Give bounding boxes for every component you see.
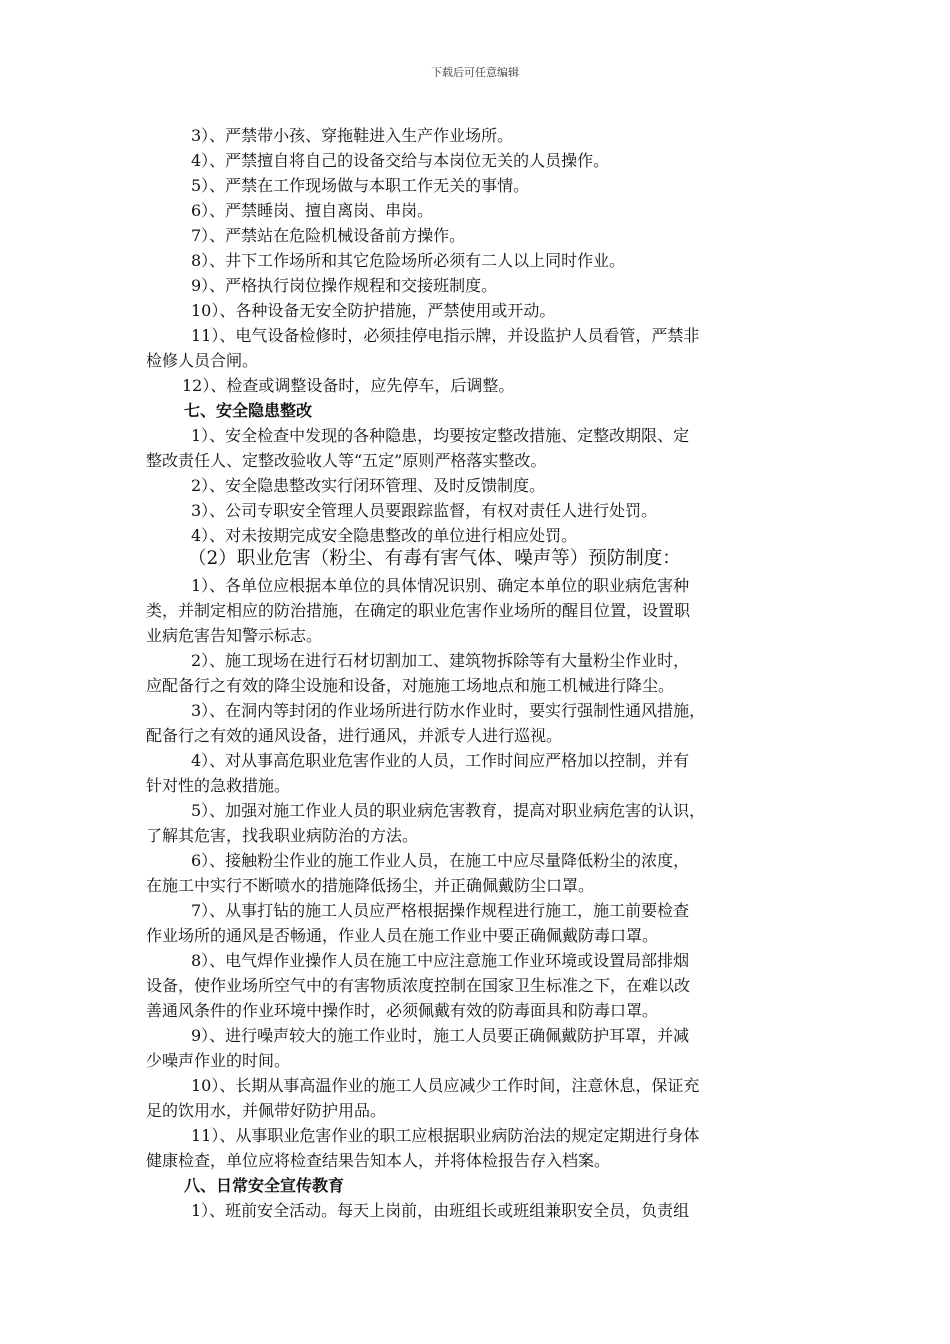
text-line: 作业场所的通风是否畅通，作业人员在施工作业中要正确佩戴防毒口罩。 <box>146 926 659 945</box>
text-line: 针对性的急救措施。 <box>146 776 291 795</box>
text-line: 设备，使作业场所空气中的有害物质浓度控制在国家卫生标准之下，在难以改 <box>146 976 691 995</box>
text-line: 5）、严禁在工作现场做与本职工作无关的事情。 <box>191 176 530 195</box>
text-line: 了解其危害，找我职业病防治的方法。 <box>146 826 419 845</box>
text-line: 善通风条件的作业环境中操作时，必须佩戴有效的防毒面具和防毒口罩。 <box>146 1001 659 1020</box>
text-line: 4）、对从事高危职业危害作业的人员，工作时间应严格加以控制，并有 <box>191 751 690 770</box>
text-line: 11）、电气设备检修时，必须挂停电指示牌，并设监护人员看管，严禁非 <box>191 326 700 345</box>
text-line: 配备行之有效的通风设备，进行通风，并派专人进行巡视。 <box>146 726 563 745</box>
text-line: 检修人员合闸。 <box>146 351 259 370</box>
text-line: 足的饮用水，并佩带好防护用品。 <box>146 1101 387 1120</box>
section-heading: 七、安全隐患整改 <box>184 401 313 420</box>
text-line: 3）、严禁带小孩、穿拖鞋进入生产作业场所。 <box>191 126 514 145</box>
text-line: 8）、电气焊作业操作人员在施工中应注意施工作业环境或设置局部排烟 <box>191 951 690 970</box>
text-line: 整改责任人、定整改验收人等“五定”原则严格落实整改。 <box>146 451 547 470</box>
text-line: 健康检查，单位应将检查结果告知本人，并将体检报告存入档案。 <box>146 1151 611 1170</box>
text-line: 类，并制定相应的防治措施，在确定的职业危害作业场所的醒目位置，设置职 <box>146 601 691 620</box>
text-line: 少噪声作业的时间。 <box>146 1051 291 1070</box>
text-line: 5）、加强对施工作业人员的职业病危害教育，提高对职业病危害的认识， <box>191 801 706 820</box>
text-line: 3）、在洞内等封闭的作业场所进行防水作业时，要实行强制性通风措施， <box>191 701 706 720</box>
text-line: 7）、从事打钻的施工人员应严格根据操作规程进行施工，施工前要检查 <box>191 901 690 920</box>
text-line: 4）、对未按期完成安全隐患整改的单位进行相应处罚。 <box>191 526 578 545</box>
text-line: 1）、各单位应根据本单位的具体情况识别、确定本单位的职业病危害种 <box>191 576 690 595</box>
text-line: 3）、公司专职安全管理人员要跟踪监督，有权对责任人进行处罚。 <box>191 501 658 520</box>
page-header: 下载后可任意编辑 <box>431 66 519 79</box>
text-line: 9）、严格执行岗位操作规程和交接班制度。 <box>191 276 498 295</box>
text-line: 8）、井下工作场所和其它危险场所必须有二人以上同时作业。 <box>191 251 626 270</box>
text-line: 2）、施工现场在进行石材切割加工、建筑物拆除等有大量粉尘作业时， <box>191 651 690 670</box>
text-line: 应配备行之有效的降尘设施和设备，对施施工场地点和施工机械进行降尘。 <box>146 676 675 695</box>
text-line: 11）、从事职业危害作业的职工应根据职业病防治法的规定定期进行身体 <box>191 1126 700 1145</box>
section-heading: 八、日常安全宣传教育 <box>184 1176 345 1195</box>
text-line: 在施工中实行不断喷水的措施降低扬尘，并正确佩戴防尘口罩。 <box>146 876 595 895</box>
text-line: 10）、长期从事高温作业的施工人员应减少工作时间，注意休息，保证充 <box>191 1076 700 1095</box>
text-line: 1）、安全检查中发现的各种隐患，均要按定整改措施、定整改期限、定 <box>191 426 690 445</box>
text-line: 4）、严禁擅自将自己的设备交给与本岗位无关的人员操作。 <box>191 151 610 170</box>
text-line: 10）、各种设备无安全防护措施，严禁使用或开动。 <box>191 301 556 320</box>
subsection-heading: （2）职业危害（粉尘、有毒有害气体、噪声等）预防制度： <box>188 548 681 569</box>
text-line: 9）、进行噪声较大的施工作业时，施工人员要正确佩戴防护耳罩，并减 <box>191 1026 690 1045</box>
text-line: 6）、接触粉尘作业的施工作业人员，在施工中应尽量降低粉尘的浓度， <box>191 851 690 870</box>
text-line: 12）、检查或调整设备时，应先停车，后调整。 <box>182 376 515 395</box>
text-line: 7）、严禁站在危险机械设备前方操作。 <box>191 226 466 245</box>
text-line: 6）、严禁睡岗、擅自离岗、串岗。 <box>191 201 434 220</box>
text-line: 业病危害告知警示标志。 <box>146 626 323 645</box>
text-line: 1）、班前安全活动。每天上岗前，由班组长或班组兼职安全员，负责组 <box>191 1201 690 1220</box>
text-line: 2）、安全隐患整改实行闭环管理、及时反馈制度。 <box>191 476 546 495</box>
